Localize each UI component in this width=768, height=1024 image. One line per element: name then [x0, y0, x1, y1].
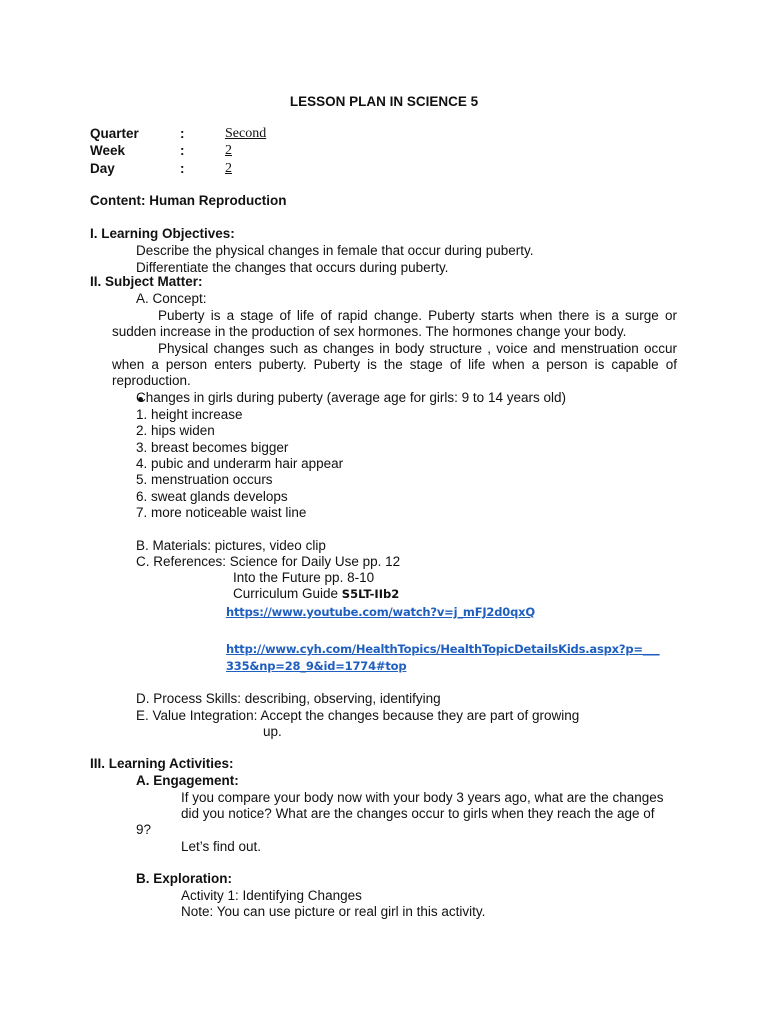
changes-bullet: Changes in girls during puberty (average age for girls: 9 to 14 years old) [136, 390, 566, 405]
reference-item [233, 586, 399, 602]
concept-paragraph-1: Puberty is a stage of life of rapid change. Puberty starts when there is a surge or sudden increase in the production of sex hormones. The hormones change your body. [112, 308, 677, 339]
page-title: LESSON PLAN IN SCIENCE 5 [289, 94, 479, 109]
value-integration-continued: up. [263, 724, 282, 739]
curriculum-guide-label: Curriculum Guide [233, 586, 342, 601]
youtube-link[interactable]: https://www.youtube.com/watch?v=j_mFJ2d0qxQ [226, 605, 535, 619]
objective-item: Differentiate the changes that occurs during puberty. [136, 260, 449, 275]
quarter-colon: : [180, 126, 185, 141]
quarter-label: Quarter [90, 126, 139, 141]
concept-paragraph-2: Physical changes such as changes in body structure , voice and menstruation occur when a person enters puberty. Puberty is the stage of life when a person is capable of reproduction. [112, 341, 677, 388]
materials-line: B. Materials: pictures, video clip [136, 538, 326, 553]
change-item: 4. pubic and underarm hair appear [136, 456, 344, 471]
week-label: Week [90, 143, 126, 158]
concept-label: A. Concept: [136, 291, 207, 306]
week-colon: : [180, 143, 185, 158]
activities-heading: III. Learning Activities: [90, 756, 234, 771]
change-item: 2. hips widen [136, 423, 215, 438]
references-line: C. References: Science for Daily Use pp. 12 [136, 554, 401, 569]
change-item: 7. more noticeable waist line [136, 505, 307, 520]
exploration-heading: B. Exploration: [136, 871, 233, 886]
reference-item: Into the Future pp. 8-10 [233, 570, 375, 585]
exploration-text: Note: You can use picture or real girl in this activity. [181, 904, 486, 919]
day-label: Day [90, 161, 115, 176]
exploration-text: Activity 1: Identifying Changes [181, 888, 362, 903]
objectives-heading: I. Learning Objectives: [90, 226, 235, 241]
week-value: 2 [225, 143, 232, 158]
change-item: 1. height increase [136, 407, 243, 422]
change-item: 3. breast becomes bigger [136, 440, 289, 455]
cyh-link[interactable]: http://www.cyh.com/HealthTopics/HealthTopicDetailsKids.aspx?p=___ [226, 642, 660, 656]
engagement-text: did you notice? What are the changes occur to girls when they reach the age of [181, 806, 655, 821]
curriculum-code: S5LT-IIb2 [341, 587, 400, 601]
change-item: 6. sweat glands develops [136, 489, 288, 504]
engagement-text: 9? [136, 822, 152, 837]
cyh-link-continued[interactable]: 335&np=28_9&id=1774#top [226, 659, 407, 673]
process-skills-line: D. Process Skills: describing, observing, identifying [136, 691, 441, 706]
day-value: 2 [225, 161, 232, 176]
engagement-text: Let’s find out. [181, 839, 262, 854]
change-item: 5. menstruation occurs [136, 472, 273, 487]
day-colon: : [180, 161, 185, 176]
objective-item: Describe the physical changes in female that occur during puberty. [136, 243, 534, 258]
content-heading: Content: Human Reproduction [90, 193, 287, 208]
subject-heading: II. Subject Matter: [90, 274, 203, 289]
value-integration-line: E. Value Integration: Accept the changes because they are part of growing [136, 708, 580, 723]
engagement-text: If you compare your body now with your body 3 years ago, what are the changes [181, 790, 664, 805]
quarter-value: Second [225, 126, 267, 141]
engagement-heading: A. Engagement: [136, 773, 239, 788]
